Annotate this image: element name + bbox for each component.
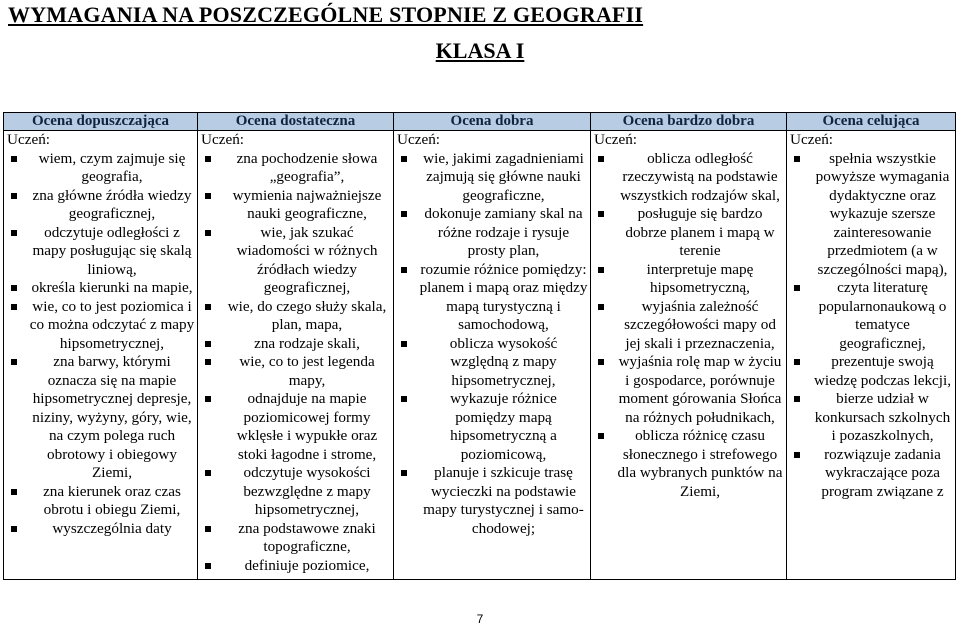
list-item xyxy=(201,150,391,187)
list-item xyxy=(201,187,391,224)
square-bullet-icon xyxy=(205,341,211,347)
list-item xyxy=(7,224,195,280)
square-bullet-icon xyxy=(401,396,407,402)
square-bullet-icon xyxy=(205,396,211,402)
list-item xyxy=(397,390,588,464)
list-item xyxy=(397,335,588,391)
grade-cell xyxy=(591,131,787,580)
item-text: definiuje poziomice, xyxy=(244,556,370,574)
list-item xyxy=(594,205,784,261)
list-item xyxy=(790,390,953,446)
square-bullet-icon xyxy=(401,470,407,476)
square-bullet-icon xyxy=(205,304,211,310)
item-text: wie, co to jest legenda mapy, xyxy=(239,353,375,389)
requirements-list xyxy=(790,150,953,502)
list-item xyxy=(201,464,391,520)
square-bullet-icon xyxy=(598,304,604,310)
list-item xyxy=(594,298,784,354)
item-text: wykazuje różnice pomiędzy mapą hipsometryczną a poziomicową, xyxy=(450,390,557,463)
item-text: posługuje się bardzo dobrze planem i mapą w terenie xyxy=(625,205,775,259)
list-item xyxy=(397,464,588,538)
item-text: zna pochodzenie słowa „geografia”, xyxy=(236,149,378,185)
grade-cell xyxy=(787,131,956,580)
square-bullet-icon xyxy=(11,359,17,365)
square-bullet-icon xyxy=(11,230,17,236)
item-text: wymienia najważniejsze nauki geograficzne, xyxy=(232,186,382,222)
square-bullet-icon xyxy=(598,359,604,365)
item-text: wiem, czym zajmuje się geografia, xyxy=(38,149,186,185)
list-item xyxy=(7,150,195,187)
list-item xyxy=(594,427,784,501)
list-item xyxy=(201,520,391,557)
item-text: rozumie różnice pomiędzy: planem i mapą oraz między mapą turystyczną i samochodową, xyxy=(419,260,588,333)
square-bullet-icon xyxy=(794,285,800,291)
square-bullet-icon xyxy=(401,267,407,273)
list-item xyxy=(7,483,195,520)
item-text: odczytuje odległości z mapy posługując się skalą liniową, xyxy=(32,223,192,278)
requirements-list xyxy=(7,150,195,539)
square-bullet-icon xyxy=(11,304,17,310)
item-text: dokonuje zamiany skal na różne rodzaje i rysuje prosty plan, xyxy=(424,205,583,259)
item-text: czyta literaturę popularnonaukową o tematyce geograficznej, xyxy=(818,279,947,352)
pupil-label: Uczeń: xyxy=(594,131,638,148)
square-bullet-icon xyxy=(401,211,407,217)
pupil-label: Uczeń: xyxy=(201,131,245,148)
item-text: zna kierunek oraz czas obrotu i obiegu Ziemi, xyxy=(43,482,181,518)
list-item xyxy=(790,353,953,390)
grade-cell xyxy=(198,131,394,580)
square-bullet-icon xyxy=(205,359,211,365)
list-item xyxy=(397,205,588,261)
square-bullet-icon xyxy=(598,267,604,273)
square-bullet-icon xyxy=(205,563,211,569)
document-title: WYMAGANIA NA POSZCZEGÓLNE STOPNIE Z GEOGRAFII xyxy=(8,2,644,27)
grade-cell xyxy=(394,131,591,580)
square-bullet-icon xyxy=(794,452,800,458)
requirements-table xyxy=(3,112,956,580)
square-bullet-icon xyxy=(205,156,211,162)
item-text: odczytuje wysokości bezwzględne z mapy hipsometrycznej, xyxy=(243,464,371,518)
pupil-label: Uczeń: xyxy=(397,131,441,148)
list-item xyxy=(397,261,588,335)
item-text: wie, do czego służy skala, plan, mapa, xyxy=(227,297,387,333)
square-bullet-icon xyxy=(205,470,211,476)
column-header: Ocena dostateczna xyxy=(198,113,394,131)
square-bullet-icon xyxy=(11,489,17,495)
item-text: zna główne źródła wiedzy geograficznej, xyxy=(32,186,192,222)
list-item xyxy=(7,520,195,539)
square-bullet-icon xyxy=(598,156,604,162)
list-item xyxy=(790,446,953,502)
item-text: bierze udział w konkursach szkolnych i pozaszkolnych, xyxy=(814,390,951,444)
list-item xyxy=(7,298,195,354)
item-text: wie, jak szukać wiadomości w różnych źródłach wiedzy geograficznej, xyxy=(236,223,378,296)
square-bullet-icon xyxy=(401,341,407,347)
item-text: wyszczególnia daty xyxy=(52,519,172,537)
list-item xyxy=(7,353,195,483)
square-bullet-icon xyxy=(794,396,800,402)
item-text: wie, co to jest poziomica i co można odczytać z mapy hipsometrycznej, xyxy=(29,297,195,352)
item-text: oblicza różnicę czasu słonecznego i strefowego dla wybranych punktów na Ziemi, xyxy=(617,427,783,500)
list-item xyxy=(7,279,195,298)
column-header: Ocena bardzo dobra xyxy=(591,113,787,131)
list-item xyxy=(201,353,391,390)
item-text: zna rodzaje skali, xyxy=(254,334,360,352)
square-bullet-icon xyxy=(11,156,17,162)
item-text: planuje i szkicuje trasę wycieczki na podstawie mapy turystycznej i samo-chodowej; xyxy=(423,464,584,537)
list-item xyxy=(790,150,953,280)
list-item xyxy=(594,261,784,298)
list-item xyxy=(201,557,391,576)
item-text: prezentuje swoją wiedzę podczas lekcji, xyxy=(813,353,952,389)
list-item xyxy=(790,279,953,353)
square-bullet-icon xyxy=(11,193,17,199)
list-item xyxy=(397,150,588,206)
requirements-list xyxy=(594,150,784,502)
grade-cell xyxy=(4,131,198,580)
item-text: oblicza odległość rzeczywistą na podstawie wszystkich rodzajów skal, xyxy=(620,149,780,204)
item-text: wyjaśnia zależność szczegółowości mapy od jej skali i przeznaczenia, xyxy=(624,297,776,352)
list-item xyxy=(594,150,784,206)
square-bullet-icon xyxy=(11,285,17,291)
item-text: wie, jakimi zagadnieniami zajmują się główne nauki geograficzne, xyxy=(423,149,584,204)
item-text: interpretuje mapę hipsometryczną, xyxy=(646,260,754,296)
item-text: rozwiązuje zadania wykraczające poza program związane z xyxy=(821,445,944,500)
square-bullet-icon xyxy=(794,359,800,365)
pupil-label: Uczeń: xyxy=(790,131,834,148)
list-item xyxy=(201,335,391,354)
item-text: oblicza wysokość względną z mapy hipsometrycznej, xyxy=(449,334,558,389)
item-text: odnajduje na mapie poziomicowej formy wklęsłe i wypukłe oraz stoki łagodne i strome, xyxy=(236,390,378,463)
header-row xyxy=(4,113,956,131)
content-row xyxy=(4,131,956,580)
requirements-list xyxy=(397,150,588,539)
list-item xyxy=(7,187,195,224)
item-text: zna podstawowe znaki topograficzne, xyxy=(238,519,376,555)
square-bullet-icon xyxy=(598,433,604,439)
square-bullet-icon xyxy=(598,211,604,217)
item-text: zna barwy, którymi oznacza się na mapie hipsometrycznej depresje, niziny, wyżyny, góry, wie, na czym polega ruch obrotowy i obiegowy Ziemi, xyxy=(32,353,192,481)
class-heading: KLASA I xyxy=(435,38,525,63)
list-item xyxy=(201,298,391,335)
square-bullet-icon xyxy=(205,230,211,236)
square-bullet-icon xyxy=(11,526,17,532)
item-text: określa kierunki na mapie, xyxy=(31,279,193,296)
column-header: Ocena dopuszczająca xyxy=(4,113,198,131)
square-bullet-icon xyxy=(205,193,211,199)
list-item xyxy=(201,390,391,464)
column-header: Ocena celująca xyxy=(787,113,956,131)
list-item xyxy=(594,353,784,427)
page-number: 7 xyxy=(476,612,484,626)
column-header: Ocena dobra xyxy=(394,113,591,131)
item-text: spełnia wszystkie powyższe wymagania dydaktyczne oraz wykazuje szersze zainteresowanie przedmiotem (a w szczególności mapą), xyxy=(815,149,950,278)
square-bullet-icon xyxy=(794,156,800,162)
square-bullet-icon xyxy=(401,156,407,162)
list-item xyxy=(201,224,391,298)
item-text: wyjaśnia rolę map w życiu i gospodarce, porównuje moment górowania Słońca na różnych południkach, xyxy=(618,353,782,426)
requirements-list xyxy=(201,150,391,576)
pupil-label: Uczeń: xyxy=(7,131,51,148)
square-bullet-icon xyxy=(205,526,211,532)
